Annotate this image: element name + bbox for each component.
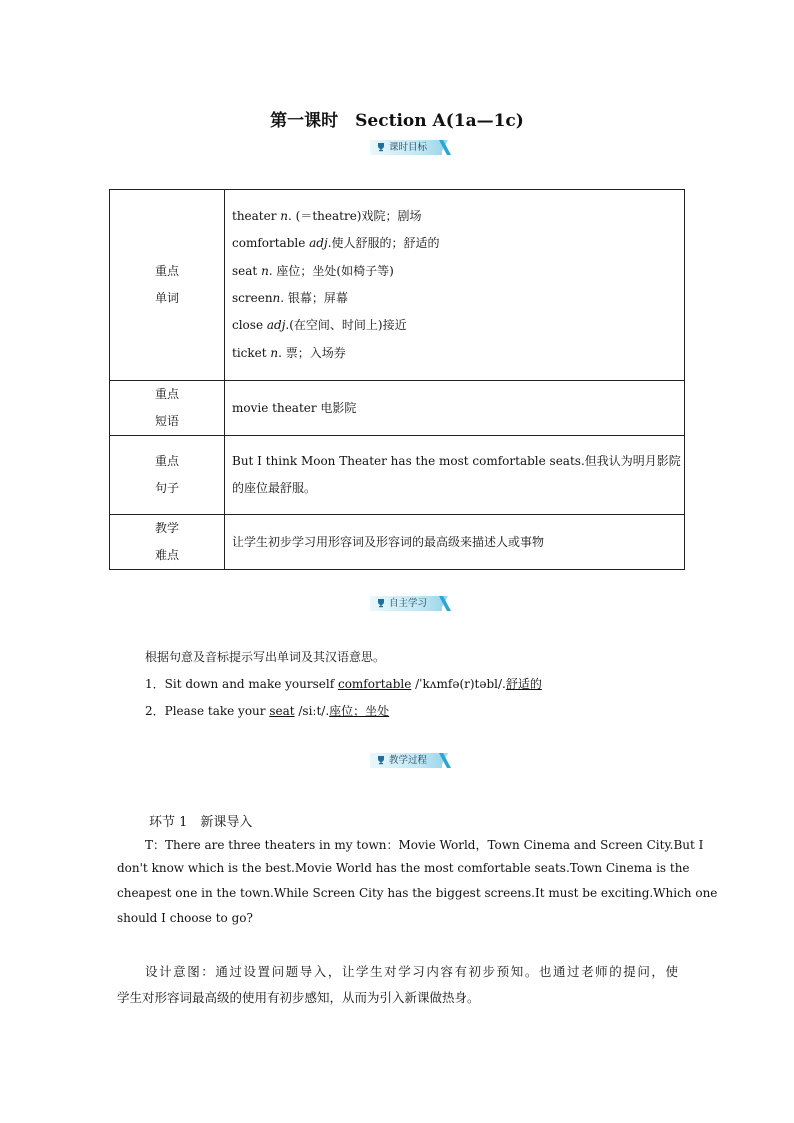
- trophy-icon: [376, 598, 386, 608]
- answer-blank: seat: [269, 704, 295, 718]
- banner-label: 课时目标: [389, 142, 428, 153]
- key-phrase: movie theater 电影院: [225, 381, 685, 436]
- row-head: 重点 句子: [110, 436, 225, 515]
- vocab-item: ticket n. 票；入场券: [232, 345, 346, 360]
- answer-meaning: 舒适的: [505, 677, 542, 691]
- objectives-table: [109, 189, 685, 570]
- objectives-banner: [370, 140, 450, 155]
- key-sentence: But I think Moon Theater has the most comfortable seats.但我认为明月影院 的座位最舒服。: [225, 436, 685, 515]
- trophy-icon: [376, 142, 386, 152]
- design-intent: 设计意图：通过设置问题导入，让学生对学习内容有初步预知。也通过老师的提问，使: [145, 964, 678, 979]
- banner-label: 教学过程: [389, 755, 428, 766]
- dialogue-line: cheapest one in the town.While Screen City has the biggest screens.It must be exciting.Which one: [117, 886, 718, 900]
- self-study-banner: [370, 596, 450, 611]
- exercise-item: 1．Sit down and make yourself comfortable /ˈkʌmfə(r)təbl/.舒适的: [145, 677, 542, 691]
- exercise-instruction: 根据句意及音标提示写出单词及其汉语意思。: [145, 650, 386, 664]
- table-row: [110, 515, 685, 570]
- vocab-item: comfortable adj.使人舒服的；舒适的: [232, 236, 440, 251]
- vocab-item: screenn. 银幕；屏幕: [232, 291, 348, 305]
- vocab-item: close adj.(在空间、时间上)接近: [232, 318, 407, 333]
- design-intent: 学生对形容词最高级的使用有初步感知，从而为引入新课做热身。: [117, 990, 480, 1005]
- table-row: [110, 190, 685, 381]
- dialogue-line: should I choose to go?: [117, 911, 253, 925]
- teaching-banner: [370, 753, 450, 768]
- table-row: [110, 381, 685, 436]
- vocab-item: theater n. (＝theatre)戏院；剧场: [232, 209, 422, 224]
- page-title: 第一课时 Section A(1a—1c): [270, 111, 524, 131]
- key-words: [225, 190, 685, 381]
- table-row: [110, 436, 685, 515]
- row-head: 重点 单词: [110, 190, 225, 381]
- row-head: 教学 难点: [110, 515, 225, 570]
- vocab-item: seat n. 座位；坐处(如椅子等): [232, 263, 394, 278]
- trophy-icon: [376, 755, 386, 765]
- banner-label: 自主学习: [389, 598, 428, 609]
- dialogue-line: T：There are three theaters in my town：Movie World，Town Cinema and Screen City.But I: [145, 838, 704, 852]
- dialogue-line: don't know which is the best.Movie World has the most comfortable seats.Town Cinema is the: [117, 861, 690, 875]
- answer-meaning: 座位；坐处: [329, 704, 390, 718]
- exercise-item: 2．Please take your seat /siːt/.座位；坐处: [145, 704, 390, 718]
- teaching-difficulty: 让学生初步学习用形容词及形容词的最高级来描述人或事物: [225, 515, 685, 570]
- section-heading: 环节 1 新课导入: [149, 815, 253, 830]
- answer-blank: comfortable: [337, 677, 412, 691]
- row-head: 重点 短语: [110, 381, 225, 436]
